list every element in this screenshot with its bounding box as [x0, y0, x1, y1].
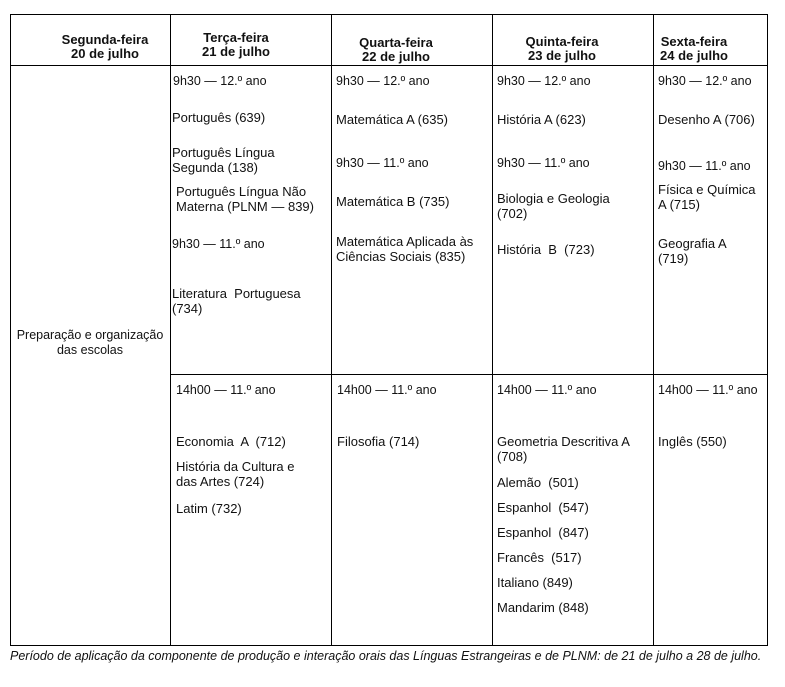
- wed-pm-time: 14h00 — 11.º ano: [337, 383, 437, 397]
- tue-am-exam: Português (639): [172, 110, 266, 125]
- tue-pm-exam: Latim (732): [176, 501, 242, 516]
- header-thursday-date: 23 de julho: [528, 48, 596, 63]
- thu-pm-exam: Geometria Descritiva A (708): [497, 434, 630, 464]
- header-friday: [654, 35, 734, 63]
- tue-am-time-12: 9h30 — 12.º ano: [173, 74, 267, 88]
- fri-am-exam: Física e Química A (715): [658, 182, 756, 212]
- header-friday-date: 24 de julho: [660, 48, 728, 63]
- wed-am-exam: Matemática A (635): [336, 112, 448, 127]
- tue-pm-exam: História da Cultura e das Artes (724): [176, 459, 295, 489]
- thu-pm-exam: Italiano (849): [497, 575, 573, 590]
- header-friday-day: Sexta-feira: [660, 34, 728, 49]
- header-tuesday-date: 21 de julho: [202, 44, 270, 59]
- header-wednesday: [331, 36, 461, 64]
- col-divider-3: [492, 14, 493, 646]
- fri-am-time-11: 9h30 — 11.º ano: [658, 159, 751, 173]
- col-divider-1: [170, 14, 171, 646]
- tue-pm-time: 14h00 — 11.º ano: [176, 383, 276, 397]
- thu-pm-exam: Alemão (501): [497, 475, 579, 490]
- wed-am-exam: Matemática B (735): [336, 194, 450, 209]
- header-wednesday-date: 22 de julho: [362, 49, 430, 64]
- header-tuesday-day: Terça-feira: [203, 30, 269, 45]
- wed-am-time-11: 9h30 — 11.º ano: [336, 156, 429, 170]
- wed-pm-exam: Filosofia (714): [337, 434, 420, 449]
- thu-am-time-11: 9h30 — 11.º ano: [497, 156, 590, 170]
- tue-am-exam: Português Língua Não Materna (PLNM — 839): [176, 184, 314, 214]
- wed-am-time-12: 9h30 — 12.º ano: [336, 74, 430, 88]
- col-divider-4: [653, 14, 654, 646]
- header-tuesday: [171, 31, 301, 59]
- thu-pm-exam: Mandarim (848): [497, 600, 589, 615]
- monday-prep-text: Preparação e organização das escolas: [16, 328, 164, 357]
- header-monday: [40, 33, 170, 61]
- header-thursday: [497, 35, 627, 63]
- header-thursday-day: Quinta-feira: [525, 34, 599, 49]
- table-right-border: [767, 14, 768, 646]
- thu-pm-exam: Espanhol (547): [497, 500, 589, 515]
- tue-am-time-11: 9h30 — 11.º ano: [172, 237, 265, 251]
- footnote: Período de aplicação da componente de produção e interação orais das Línguas Estrangeiras e de PLNM: de 21 de julho a 28 de julho.: [10, 649, 762, 663]
- tue-am-exam: Literatura Portuguesa (734): [172, 286, 305, 316]
- thu-pm-time: 14h00 — 11.º ano: [497, 383, 597, 397]
- afternoon-divider: [170, 374, 767, 375]
- tue-pm-exam: Economia A (712): [176, 434, 286, 449]
- col-divider-2: [331, 14, 332, 646]
- fri-am-exam: Desenho A (706): [658, 112, 755, 127]
- header-monday-date: 20 de julho: [71, 46, 139, 61]
- thu-am-exam: Biologia e Geologia (702): [497, 191, 610, 221]
- thu-pm-exam: Francês (517): [497, 550, 582, 565]
- tue-am-exam: Português Língua Segunda (138): [172, 145, 275, 175]
- fri-am-time-12: 9h30 — 12.º ano: [658, 74, 752, 88]
- thu-am-exam: História B (723): [497, 242, 595, 257]
- fri-am-exam: Geografia A (719): [658, 236, 726, 266]
- header-wednesday-day: Quarta-feira: [359, 35, 433, 50]
- fri-pm-exam: Inglês (550): [658, 434, 727, 449]
- thu-pm-exam: Espanhol (847): [497, 525, 589, 540]
- wed-am-exam: Matemática Aplicada às Ciências Sociais (835): [336, 234, 474, 264]
- thu-am-exam: História A (623): [497, 112, 586, 127]
- fri-pm-time: 14h00 — 11.º ano: [658, 383, 758, 397]
- thu-am-time-12: 9h30 — 12.º ano: [497, 74, 591, 88]
- header-monday-day: Segunda-feira: [61, 32, 149, 47]
